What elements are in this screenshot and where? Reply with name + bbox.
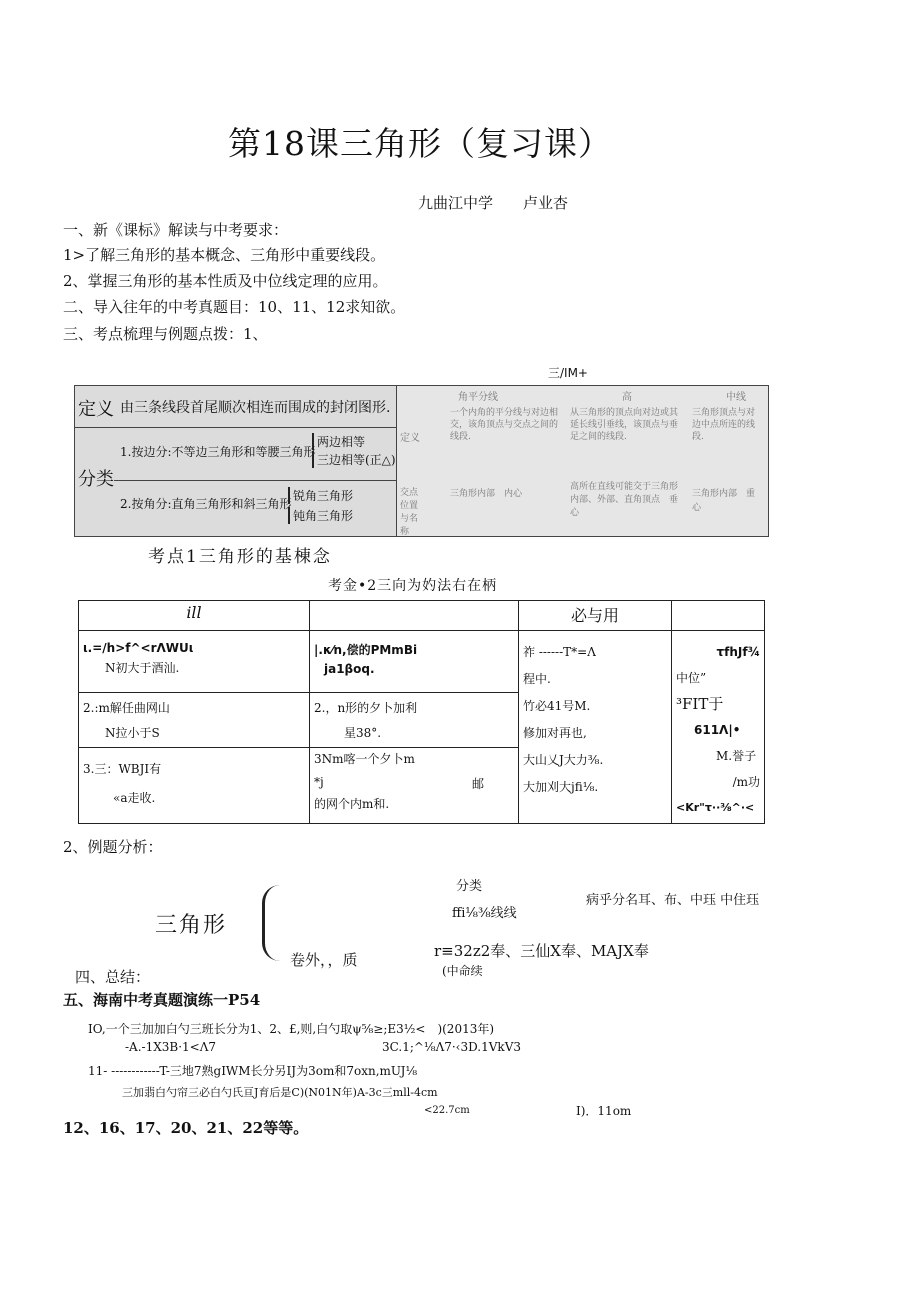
diagram-label-classify: 分类 — [456, 879, 483, 894]
header-height: 高 — [622, 392, 632, 403]
cell-text: 的网个内m和. — [314, 796, 390, 811]
cell-text: M.誉子 — [716, 749, 757, 763]
cell-text: ι.=/h>f^<rΛWUι — [83, 641, 194, 655]
question-11-line2: 三加翡白勺帘三必白勺氏亘J育后是C)(N01N年)A-3c三mll-4cm — [122, 1086, 438, 1099]
author-line: 九曲江中学 卢业杏 — [418, 194, 569, 212]
cell-text: 邮 — [471, 776, 484, 791]
diagram-label-bottom: (中命续 — [442, 964, 483, 978]
section2-heading: 二、导入往年的中考真题目：10、11、12求知欲。 — [63, 298, 406, 316]
diagram-label-prop: 卷外，，质 — [290, 951, 358, 969]
cell-text: ja1βoq. — [324, 662, 375, 676]
table-cell — [79, 747, 310, 823]
table-header-4 — [672, 601, 765, 631]
cell-text: 祚 ------T*=Λ — [523, 645, 596, 659]
cell-text: 竹必41号M. — [523, 699, 591, 713]
header-angle-bisector: 角平分线 — [458, 392, 498, 403]
page-title: 第18课三角形（复习课） — [228, 124, 612, 163]
cell-text: |.κ⁄n,偿的PMmBi — [314, 643, 418, 657]
def-label: 定义 — [78, 399, 114, 420]
question-10: IO,一个三加加白勺三班长分为1、2、£,则,白勺取ψ⅝≥;E3½< )(2013年) — [88, 1022, 495, 1036]
by-angle-brace1: 锐角三角形 — [288, 487, 353, 504]
cell-text: «a走收. — [113, 790, 156, 805]
divider — [74, 427, 396, 428]
section1-item1: 1>了解三角形的基本概念、三角形中重要线段。 — [63, 246, 386, 264]
row-pos-label: 交点位置与名称 — [400, 488, 419, 537]
section3-heading: 三、考点梳理与例题点拨：1、 — [63, 325, 268, 343]
divider — [114, 480, 396, 481]
table-cell — [672, 631, 765, 824]
cell-text: 星38°. — [344, 726, 382, 741]
cell-text: 611Λ|• — [694, 723, 741, 737]
cell-text: N拉小于S — [105, 726, 160, 741]
cell-angle-pos: 三角形内部 内心 — [450, 489, 523, 499]
diagram-label-right: 病乎分名耳、布、中珏 中住珏 — [586, 893, 760, 908]
section1-heading: 一、新《课标》解读与中考要求： — [63, 221, 289, 239]
class-label: 分类 — [78, 469, 114, 490]
cell-text: 3.三：WBJI有 — [83, 761, 162, 776]
cell-text: 大山乂J大力⅜. — [523, 753, 604, 767]
cell-text: 程中. — [523, 672, 551, 686]
table-cell — [79, 631, 310, 693]
table-header-3: 必与用 — [519, 601, 672, 631]
question-11: 11- ------------T-三地7熟gIWM长分另IJ为3om和7oxn,mUJ⅛ — [88, 1064, 418, 1078]
by-side: 1.按边分:不等边三角形和等腰三角形 — [120, 445, 316, 459]
header-median: 中线 — [726, 392, 746, 403]
diagram-word: 三角形 — [155, 913, 228, 938]
section1-item2: 2、掌握三角形的基本性质及中位线定理的应用。 — [63, 272, 388, 290]
diagram-label-lines: ffi⅛⅜线线 — [452, 906, 517, 921]
table-header-1: ill — [79, 601, 310, 631]
section4-heading: 四、总结： — [75, 968, 151, 986]
table-cell — [310, 747, 519, 823]
cell-text: 2.，n形的夕卜加利 — [314, 701, 418, 716]
cell-height-def: 从三角形的顶点向对边或其延长线引垂线，该顶点与垂足之间的线段. — [570, 408, 679, 442]
image-caption: 三/IM+ — [548, 366, 588, 380]
by-side-brace2: 三边相等(正△) — [312, 451, 396, 468]
cell-text: 大加刈大jfi⅛. — [523, 780, 599, 794]
row-def-label: 定义 — [400, 433, 420, 444]
table-cell — [310, 693, 519, 747]
cell-text: ³FIT于 — [676, 695, 724, 713]
table-cell — [79, 693, 310, 747]
cell-text: N初大于酒汕. — [105, 661, 180, 675]
cell-text: <Kr"τ··⅜^·< — [676, 801, 755, 814]
table-cell — [519, 631, 672, 824]
question-11-option-d: I)．11om — [576, 1104, 632, 1118]
cell-median-pos: 三角形内部 重心 — [692, 489, 756, 513]
by-angle-brace2: 钝角三角形 — [288, 507, 353, 524]
question-11-option-c: <22.7cm — [424, 1105, 470, 1116]
cell-text: 修加对再也, — [523, 726, 587, 740]
by-angle: 2.按角分:直角三角形和斜三角形 — [120, 497, 292, 511]
cell-median-def: 三角形顶点与对边中点所连的线段. — [692, 408, 756, 442]
cell-height-pos: 高所在直线可能交于三角形内部、外部、直角顶点 垂心 — [570, 482, 679, 518]
cell-text: 中位” — [676, 671, 707, 685]
kaodian-1: 考点1三角形的基棟念 — [148, 547, 332, 567]
cell-text: 2.:m解任曲网山 — [83, 701, 170, 716]
question-10-options-ab: -A.-1X3B·1<Λ7 — [125, 1040, 217, 1054]
diagram-label-formula: r≡32z2奉、三仙X奉、MAJX奉 — [434, 942, 649, 960]
section5-heading: 五、海南中考真题演练一P54 — [63, 991, 261, 1009]
def-text: 由三条线段首尾顺次相连而围成的封闭图形. — [120, 400, 391, 416]
cell-text: /m功 — [732, 775, 760, 789]
more-questions: 12、16、17、20、21、22等等。 — [63, 1119, 309, 1137]
cell-text: *j — [314, 774, 324, 789]
properties-table — [78, 600, 765, 824]
example-heading: 2、例题分析： — [63, 838, 163, 856]
kaodian-2: 考金•2三向为妁法右在柄 — [328, 578, 498, 594]
cell-text: 3Nm喀一个夕卜m — [314, 751, 415, 766]
curly-brace — [262, 885, 281, 961]
concept-figure — [74, 385, 769, 537]
by-side-brace1: 两边相等 — [312, 433, 365, 450]
question-10-options-cd: 3C.1;^⅛Λ7·‹3D.1VkV3 — [382, 1040, 521, 1054]
cell-angle-def: 一个内角的平分线与对边相交，该角顶点与交点之间的线段. — [450, 408, 559, 442]
table-header-2 — [310, 601, 519, 631]
cell-text: τfhJf¾ — [716, 645, 760, 659]
table-cell — [310, 631, 519, 693]
